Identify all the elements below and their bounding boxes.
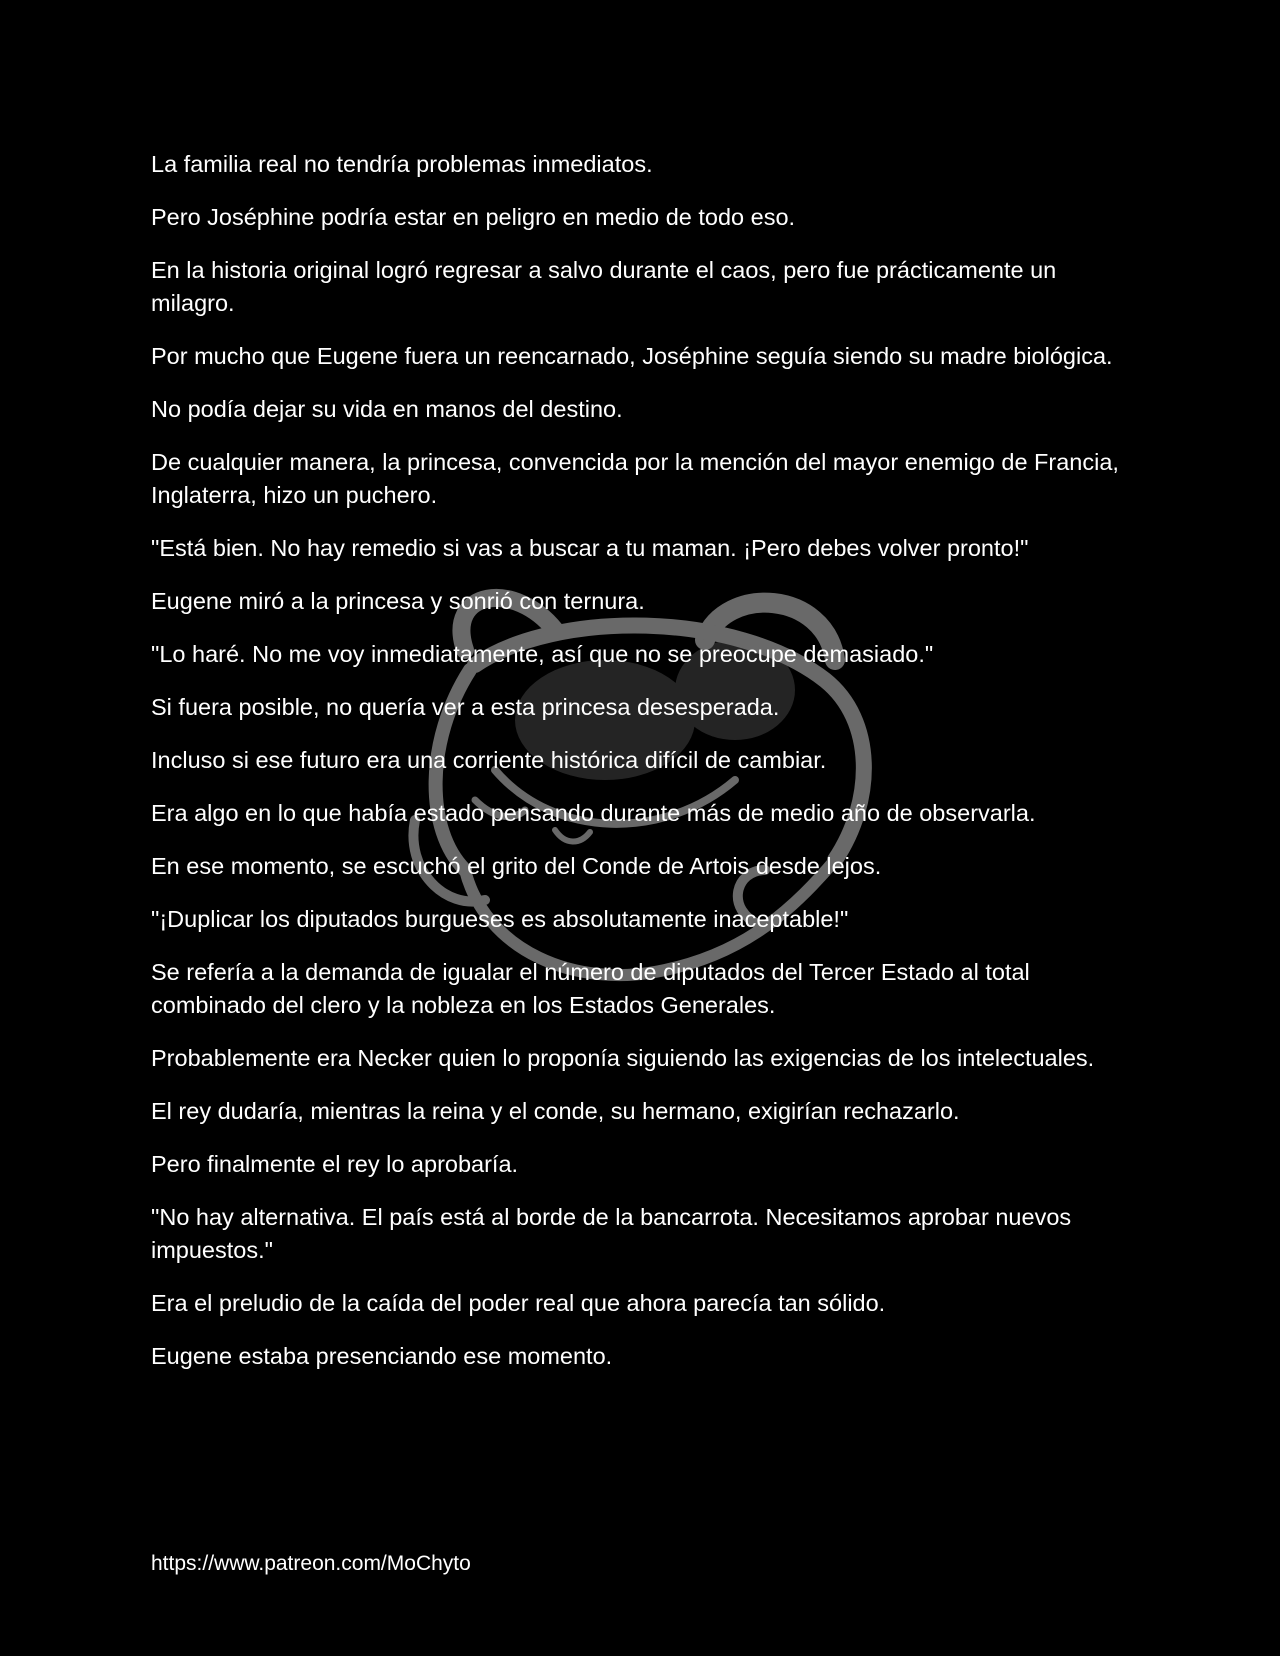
paragraph: De cualquier manera, la princesa, convencida por la mención del mayor enemigo de Francia, Inglaterra, hizo un puchero. — [151, 449, 1119, 508]
paragraph: Pero finalmente el rey lo aprobaría. — [151, 1151, 519, 1177]
document-body — [151, 148, 1131, 1393]
paragraph: En ese momento, se escuchó el grito del Conde de Artois desde lejos. — [151, 853, 882, 879]
paragraph: Si fuera posible, no quería ver a esta princesa desesperada. — [151, 694, 780, 720]
paragraph: "No hay alternativa. El país está al borde de la bancarrota. Necesitamos aprobar nuevos impuestos." — [151, 1204, 1072, 1263]
paragraph: Era algo en lo que había estado pensando durante más de medio año de observarla. — [151, 800, 1036, 826]
paragraph: Eugene miró a la princesa y sonrió con ternura. — [151, 588, 645, 614]
paragraph: "Está bien. No hay remedio si vas a buscar a tu maman. ¡Pero debes volver pronto!" — [151, 535, 1029, 561]
paragraph: Por mucho que Eugene fuera un reencarnado, Joséphine seguía siendo su madre biológica. — [151, 343, 1113, 369]
paragraph: La familia real no tendría problemas inmediatos. — [151, 151, 653, 177]
patreon-link[interactable]: https://www.patreon.com/MoChyto — [151, 1552, 471, 1575]
paragraph: "Lo haré. No me voy inmediatamente, así que no se preocupe demasiado." — [151, 641, 934, 667]
paragraph: "¡Duplicar los diputados burgueses es absolutamente inaceptable!" — [151, 906, 849, 932]
paragraph: Incluso si ese futuro era una corriente histórica difícil de cambiar. — [151, 747, 827, 773]
paragraph: No podía dejar su vida en manos del destino. — [151, 396, 623, 422]
paragraph: En la historia original logró regresar a salvo durante el caos, pero fue prácticamente un milagro. — [151, 257, 1057, 316]
paragraph: Eugene estaba presenciando ese momento. — [151, 1343, 613, 1369]
paragraph: El rey dudaría, mientras la reina y el conde, su hermano, exigirían rechazarlo. — [151, 1098, 960, 1124]
paragraph: Pero Joséphine podría estar en peligro en medio de todo eso. — [151, 204, 796, 230]
paragraph: Se refería a la demanda de igualar el número de diputados del Tercer Estado al total combinado del clero y la nobleza en los Estados Generales. — [151, 959, 1030, 1018]
paragraph: Probablemente era Necker quien lo proponía siguiendo las exigencias de los intelectuales. — [151, 1045, 1095, 1071]
paragraph: Era el preludio de la caída del poder real que ahora parecía tan sólido. — [151, 1290, 886, 1316]
